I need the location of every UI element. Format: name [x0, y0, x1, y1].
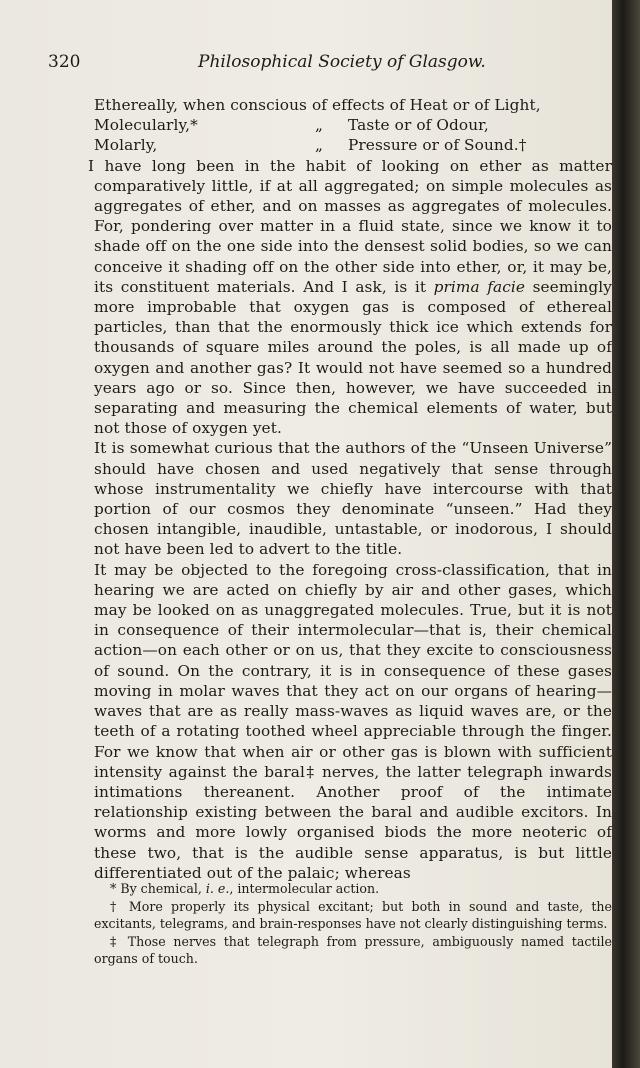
paragraph: It is somewhat curious that the authors of the “Unseen Universe” should have chosen and used negatively that sense through whose instrumentality we chiefly have intercourse with that portion of our cosmos they denominate “unseen.” Had they chosen intangible, inaudible, untastable, or inodorous, I should not have been led to advert to the title.	[94, 439, 612, 559]
footnote-text: , intermolecular action.	[229, 881, 380, 896]
page-header	[48, 52, 608, 78]
paragraph-text: I have long been in the habit of looking on ether as matter comparatively little, if at all aggregated; on simple molecules as aggregates of ether, and on masses as aggregates of molecules. For, pondering over matter in a fluid state, since we know it to shade off on the one side into the densest solid bodies, so we can conceive it shading off on the other side into ether, or, it may be, its constituent materials. And I ask, is it	[88, 156, 612, 296]
classification-line	[94, 95, 612, 115]
paragraph	[88, 156, 612, 439]
italic-phrase: prima facie	[433, 277, 526, 296]
classification-term: Molarly,	[94, 136, 158, 155]
footnote	[94, 933, 612, 968]
page-number: 320	[48, 52, 81, 72]
footnote-mark: ‡	[110, 933, 120, 949]
running-title: Philosophical Society of Glasgow.	[198, 52, 486, 72]
classification-term: Molecularly,*	[94, 116, 198, 135]
footnotes	[94, 880, 612, 968]
footnote-italic: i. e.	[205, 881, 230, 896]
ditto-mark: „	[314, 116, 324, 135]
footnote-mark: †	[110, 898, 121, 914]
footnote-text: More properly its physical excitant; but both in sound and taste, the excitants, telegrams, and brain-responses have not clearly distinguishing terms.	[94, 898, 612, 932]
classification-line	[94, 135, 612, 155]
classification-effect: Taste or of Odour,	[348, 116, 489, 135]
body-text	[88, 95, 612, 883]
ditto-mark: „	[314, 136, 324, 155]
footnote-text: Those nerves that telegraph from pressure, ambiguously named tactile organs of touch.	[94, 933, 612, 967]
book-binding-edge	[612, 0, 640, 1068]
paragraph: It may be objected to the foregoing cross-classification, that in hearing we are acted on chiefly by air and other gases, which may be looked on as unaggregated molecules. True, but it is not in consequence of their intermolecular—that is, their chemical action—on each other or on us, that they excite to consciousness of sound. On the contrary, it is in consequence of these gases moving in molar waves that they act on our organs of hearing—waves that are as really mass-waves as liquid waves are, or the teeth of a rotating toothed wheel appreciable through the finger. For we know that when air or other gas is blown with sufficient intensity against the baral‡ nerves, the latter telegraph inwards intimations thereanent. Another proof of the intimate relationship existing between the baral and audible excitors. In worms and more lowly organised biods the more neoteric of these two, that is the audible sense apparatus, is but little differentiated out of the palaic; whereas	[94, 560, 612, 882]
classification-line	[94, 115, 612, 135]
paragraph-text: seemingly more improbable that oxygen gas is composed of ethereal particles, than that the enormously thick ice which extends for thousands of square miles around the poles, is all made up of oxygen and another gas? It would not have seemed so a hundred years ago or so. Since then, however, we have succeeded in separating and measuring the chemical elements of water, but not those of oxygen yet.	[94, 277, 612, 438]
classification-text: Ethereally, when conscious of effects of Heat or of Light,	[94, 96, 541, 114]
footnote-mark: *	[110, 881, 117, 896]
classification-effect: Pressure or of Sound.†	[348, 136, 527, 155]
footnote	[94, 880, 612, 898]
footnote-text: By chemical,	[120, 881, 206, 896]
footnote	[94, 898, 612, 933]
